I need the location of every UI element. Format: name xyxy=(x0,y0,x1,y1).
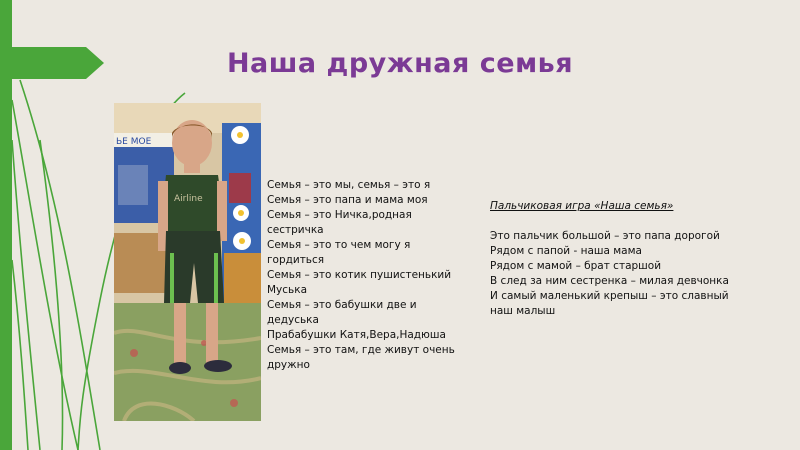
game-line: И самый маленький крепыш – это славный наш малыш xyxy=(490,290,729,317)
poem-line: Прабабушки Катя,Вера,Надюша xyxy=(267,329,446,341)
poem-line: Семья – это там, где живут очень дружно xyxy=(267,344,455,371)
poem-line: Семья – это папа и мама моя xyxy=(267,194,428,206)
poem-line: Семья – это котик пушистенький Муська xyxy=(267,269,452,296)
finger-game xyxy=(490,199,750,319)
svg-text:Airline: Airline xyxy=(174,194,203,204)
boy-photo xyxy=(114,103,261,421)
slide-title: Наша дружная семья xyxy=(226,48,574,79)
poem-line: Семья – это то чем могу я гордиться xyxy=(267,239,411,266)
game-line: В след за ним сестренка – милая девчонка xyxy=(490,275,729,287)
poem-line: Семья – это мы, семья – это я xyxy=(267,179,431,191)
finger-game-title: Пальчиковая игра «Наша семья» xyxy=(490,200,674,212)
poem-line: Семья – это Ничка,родная сестричка xyxy=(267,209,412,236)
poem-line: Семья – это бабушки две и дедуська xyxy=(267,299,417,326)
family-poem xyxy=(267,178,467,373)
game-line: Рядом с папой - наша мама xyxy=(490,245,642,257)
poster-text: ЬЕ МОЕ xyxy=(116,137,152,147)
game-line: Это пальчик большой – это папа дорогой xyxy=(490,230,720,242)
game-line: Рядом с мамой – брат старшой xyxy=(490,260,662,272)
